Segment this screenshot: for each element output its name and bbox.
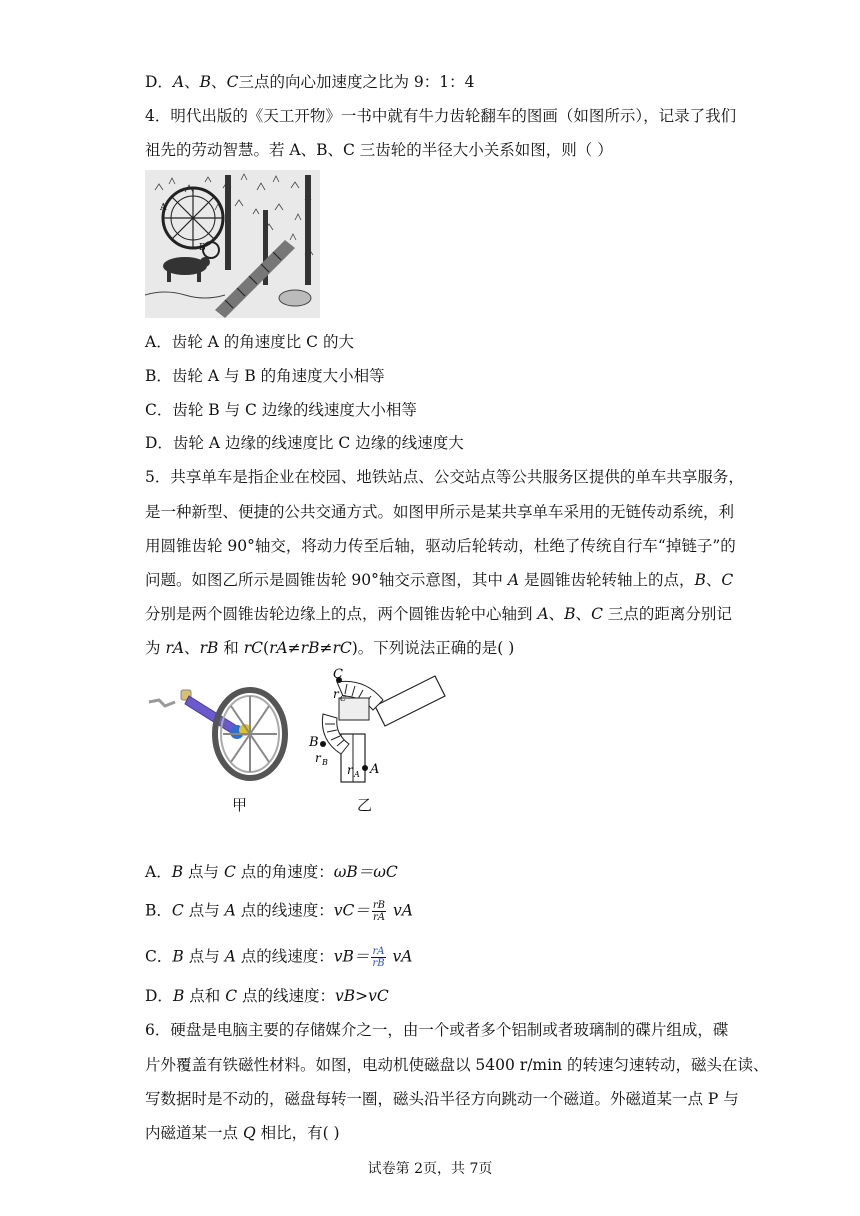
q5-line5 <box>145 604 732 624</box>
point-label: C <box>171 901 184 920</box>
text: 相比，有( ) <box>255 1124 340 1142</box>
option-prefix: A． <box>145 863 172 881</box>
separator: 、 <box>575 605 592 623</box>
gear-b-label: B <box>199 243 206 253</box>
point-label: A <box>172 73 185 91</box>
text: 点与 <box>183 901 225 920</box>
option-prefix: D． <box>145 73 173 91</box>
option-prefix: D． <box>145 987 173 1005</box>
point-label: A <box>537 605 549 623</box>
point-label: B <box>564 605 576 623</box>
q5-line6 <box>145 638 514 658</box>
option-prefix: B． <box>145 901 172 920</box>
text: 点的线速度： <box>235 901 334 920</box>
q3-option-d <box>145 72 474 92</box>
point-label: A <box>507 571 520 589</box>
point-label: C <box>223 863 236 881</box>
q5-option-a <box>145 862 398 882</box>
symbol: rB <box>199 639 219 657</box>
fraction <box>372 900 386 923</box>
text: 问题。如图乙所示是圆锥齿轮 90°轴交示意图，其中 <box>145 571 508 589</box>
text: )。下列说法正确的是( ) <box>351 639 515 657</box>
q4-option-c: C．齿轮 B 与 C 边缘的线速度大小相等 <box>145 401 417 419</box>
bevel-gear-schematic-figure <box>303 668 448 793</box>
q5-option-d <box>145 986 389 1006</box>
q4-option-b: B．齿轮 A 与 B 的角速度大小相等 <box>145 367 385 385</box>
q6-line1: 6．硬盘是电脑主要的存储媒介之一，由一个或者多个铝制或者玻璃制的碟片组成，碟 <box>145 1021 729 1039</box>
q4-stem-line1: 4．明代出版的《天工开物》一书中就有牛力齿轮翻车的图画（如图所示），记录了我们 <box>145 107 737 125</box>
fraction-numerator: rA <box>372 946 385 957</box>
text: 内磁道某一点 <box>145 1124 243 1142</box>
fraction-denominator: rB <box>372 958 385 969</box>
radius-a-subscript: A <box>354 770 360 779</box>
text: 点与 <box>183 947 225 966</box>
text: 点与 <box>183 863 224 881</box>
formula: vB>vC <box>335 987 389 1005</box>
text: 是圆锥齿轮转轴上的点， <box>519 571 695 589</box>
ox-gear-waterwheel-figure <box>145 170 320 318</box>
point-a-label: A <box>370 762 380 777</box>
point-label: Q <box>242 1124 256 1142</box>
text: 三点的距离分别记 <box>602 605 732 623</box>
radius-c-subscript: C <box>340 694 347 703</box>
q5-line1: 5．共享单车是指企业在校园、地铁站点、公交站点等公共服务区提供的单车共享服务， <box>145 468 744 486</box>
formula-lhs: vC＝ <box>333 901 370 920</box>
text: 点的线速度： <box>235 947 334 966</box>
q6-line3: 写数据时是不动的，磁盘每转一圈，磁头沿半径方向跳动一个磁道。外磁道某一点 P 与 <box>145 1090 739 1108</box>
point-label: B <box>172 987 185 1005</box>
formula-lhs: vB＝ <box>333 947 370 966</box>
text: 点和 <box>184 987 226 1005</box>
separator: 、 <box>211 73 227 91</box>
point-b-label: B <box>309 735 319 750</box>
fraction-denominator: rA <box>372 912 385 923</box>
radius-b-label: r <box>315 751 321 765</box>
point-label: C <box>591 605 603 623</box>
separator: 、 <box>705 571 722 589</box>
text: 分别是两个圆锥齿轮边缘上的点，两个圆锥齿轮中心轴到 <box>145 605 538 623</box>
formula: ωB＝ωC <box>333 863 398 881</box>
radius-a-label: r <box>347 763 353 777</box>
page-footer: 试卷第 2页，共 7页 <box>367 1161 493 1177</box>
point-label: B <box>694 571 706 589</box>
formula-rhs: vA <box>392 947 413 966</box>
q4-option-d: D．齿轮 A 边缘的线速度比 C 边缘的线速度大 <box>145 434 464 452</box>
q5-line4 <box>145 570 733 590</box>
radius-b-subscript: B <box>322 758 328 767</box>
separator: 、 <box>548 605 565 623</box>
separator: 、 <box>184 73 200 91</box>
radius-c-label: r <box>333 687 339 701</box>
text: 为 <box>145 639 166 657</box>
point-c-label: C <box>333 668 343 682</box>
text: 点的线速度： <box>237 987 335 1005</box>
gear-a-label: A <box>160 203 167 213</box>
fraction-numerator: rB <box>372 900 386 911</box>
separator: 、 <box>184 639 200 657</box>
q5-line3: 用圆锥齿轮 90°轴交，将动力传至后轴，驱动后轮转动，杜绝了传统自行车“掉链子”的 <box>145 537 736 555</box>
text: 点的角速度： <box>235 863 334 881</box>
symbol: rA <box>165 639 185 657</box>
q4-stem-line2: 祖先的劳动智慧。若 A、B、C 三齿轮的半径大小关系如图，则（ ） <box>145 141 613 159</box>
point-label: C <box>721 571 734 589</box>
text: 和 <box>218 639 244 657</box>
q5-line2: 是一种新型、便捷的公共交通方式。如图甲所示是某共享单车采用的无链传动系统，利 <box>145 503 735 521</box>
point-label: B <box>172 947 184 966</box>
q5-option-b <box>145 900 413 923</box>
symbol: rC <box>243 639 264 657</box>
figure-yi-caption: 乙 <box>357 796 373 814</box>
point-label: A <box>224 947 236 966</box>
fraction <box>371 946 385 969</box>
point-label: B <box>199 73 212 91</box>
shaft-drive-bicycle-figure <box>145 676 295 791</box>
formula-rhs: vA <box>392 901 413 920</box>
q6-line2: 片外覆盖有铁磁性材料。如图，电动机使磁盘以 5400 r/min 的转速匀速转动，磁头在读、 <box>145 1056 769 1074</box>
point-label: C <box>225 987 238 1005</box>
q4-option-a: A．齿轮 A 的角速度比 C 的大 <box>145 333 354 351</box>
point-label: B <box>171 863 184 881</box>
figure-jia-caption: 甲 <box>232 796 248 814</box>
option-prefix: C． <box>145 947 173 966</box>
q6-line4 <box>145 1123 340 1143</box>
q5-option-c <box>145 946 412 969</box>
point-label: C <box>226 73 239 91</box>
condition: rA≠rB≠rC <box>269 639 352 657</box>
option-text: 三点的向心加速度之比为 9：1：4 <box>238 73 475 91</box>
text: ( <box>263 639 270 657</box>
point-label: A <box>224 901 236 920</box>
